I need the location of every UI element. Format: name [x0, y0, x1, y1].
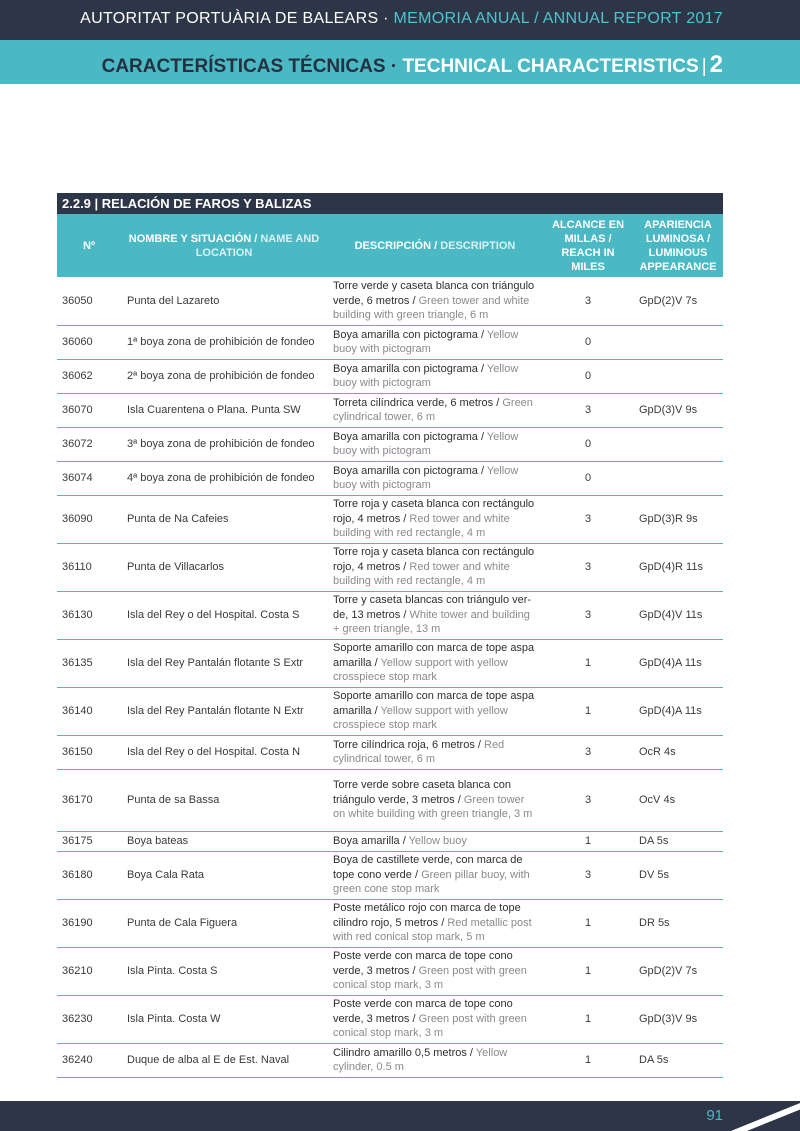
- cell-number: 36060: [57, 325, 121, 359]
- table-row: [57, 359, 723, 393]
- cell-number: 36070: [57, 393, 121, 427]
- cell-appearance: DA 5s: [633, 831, 723, 851]
- table-row: [57, 1043, 723, 1077]
- cell-number: 36180: [57, 851, 121, 899]
- cell-appearance: DA 5s: [633, 1043, 723, 1077]
- cell-name-location: Isla Cuarentena o Plana. Punta SW: [121, 393, 327, 427]
- description-es: Boya amarilla /: [333, 834, 409, 847]
- org-name: AUTORITAT PORTUÀRIA DE BALEARS: [80, 10, 379, 27]
- description-en: Yellow buoy with pictogram: [333, 464, 519, 491]
- cell-name-location: Punta de Villacarlos: [121, 543, 327, 591]
- description-es: Poste verde con marca de tope cono verde, 3 metros /: [333, 950, 513, 977]
- cell-reach: 3: [543, 495, 633, 543]
- cell-description: [327, 735, 543, 769]
- cell-description: [327, 769, 543, 831]
- description-es: Soporte amarillo con marca de tope aspa amarilla /: [333, 642, 535, 669]
- section-number: 2: [709, 51, 723, 78]
- cell-description: [327, 461, 543, 495]
- cell-appearance: [633, 325, 723, 359]
- cell-number: 36190: [57, 899, 121, 947]
- cell-name-location: Punta de sa Bassa: [121, 769, 327, 831]
- cell-name-location: Punta de Cala Figuera: [121, 899, 327, 947]
- footer-bar: [0, 1101, 800, 1131]
- cell-description: [327, 995, 543, 1043]
- description-es: Boya amarilla con pictograma /: [333, 328, 487, 341]
- cell-name-location: Isla del Rey Pantalán flotante N Extr: [121, 687, 327, 735]
- table-body: [57, 277, 723, 1077]
- cell-appearance: GpD(2)V 7s: [633, 947, 723, 995]
- cell-name-location: Boya Cala Rata: [121, 851, 327, 899]
- description-en: Yellow support with yellow crosspiece stop mark: [333, 704, 508, 732]
- cell-name-location: Isla del Rey o del Hospital. Costa S: [121, 591, 327, 639]
- cell-appearance: [633, 359, 723, 393]
- cell-number: 36210: [57, 947, 121, 995]
- table-row: [57, 639, 723, 687]
- title-dot: ·: [378, 10, 394, 27]
- table-row: [57, 947, 723, 995]
- description-es: Boya de castillete verde, con marca de tope cono verde /: [333, 854, 523, 881]
- description-es: Torre roja y caseta blanca con rectángulo rojo, 4 metros /: [333, 498, 535, 525]
- report-name-es: MEMORIA ANUAL: [393, 10, 530, 27]
- description-es: Boya amarilla con pictograma /: [333, 464, 487, 477]
- cell-reach: 1: [543, 899, 633, 947]
- cell-reach: 1: [543, 639, 633, 687]
- description-es: Cilindro amarillo 0,5 metros /: [333, 1046, 476, 1059]
- cell-description: [327, 277, 543, 325]
- cell-reach: 0: [543, 359, 633, 393]
- cell-description: [327, 427, 543, 461]
- cell-number: 36170: [57, 769, 121, 831]
- table-row: [57, 735, 723, 769]
- description-en: Yellow cylinder, 0.5 m: [333, 1046, 508, 1073]
- cell-appearance: GpD(3)V 9s: [633, 995, 723, 1043]
- header-name-en: NAME AND LOCATION: [195, 232, 320, 259]
- cell-number: 36140: [57, 687, 121, 735]
- cell-reach: 3: [543, 543, 633, 591]
- cell-number: 36230: [57, 995, 121, 1043]
- table-row: [57, 495, 723, 543]
- title-slash: /: [529, 10, 543, 27]
- cell-name-location: Isla Pinta. Costa W: [121, 995, 327, 1043]
- cell-name-location: Isla del Rey Pantalán flotante S Extr: [121, 639, 327, 687]
- description-es: Torreta cilíndrica verde, 6 metros /: [333, 396, 503, 409]
- description-en: Green post with green conical stop mark, 3 m: [333, 1012, 527, 1040]
- table-row: [57, 899, 723, 947]
- cell-number: 36074: [57, 461, 121, 495]
- cell-description: [327, 639, 543, 687]
- cell-appearance: GpD(4)V 11s: [633, 591, 723, 639]
- cell-description: [327, 325, 543, 359]
- cell-name-location: Punta de Na Cafeies: [121, 495, 327, 543]
- table-row: [57, 687, 723, 735]
- description-en: Yellow buoy with pictogram: [333, 362, 519, 389]
- table-row: [57, 591, 723, 639]
- table-row: [57, 461, 723, 495]
- table-row: [57, 769, 723, 831]
- header-name-es: NOMBRE Y SITUACIÓN /: [128, 232, 261, 245]
- description-en: White tower and building + green triangle, 13 m: [333, 608, 530, 636]
- description-en: Red cylindrical tower, 6 m: [333, 738, 505, 765]
- page-number: 91: [706, 1107, 723, 1124]
- section-title-dot: ·: [385, 56, 403, 77]
- cell-reach: 1: [543, 831, 633, 851]
- top-header-bar: [0, 0, 800, 40]
- section-title-es: CARACTERÍSTICAS TÉCNICAS: [101, 56, 386, 77]
- description-es: Boya amarilla con pictograma /: [333, 430, 487, 443]
- table-row: [57, 277, 723, 325]
- header-reach: ALCANCE EN MILLAS / REACH IN MILES: [543, 214, 633, 277]
- cell-description: [327, 1043, 543, 1077]
- cell-reach: 1: [543, 1043, 633, 1077]
- cell-reach: 1: [543, 947, 633, 995]
- description-es: Torre verde sobre caseta blanca con triángulo verde, 3 metros /: [333, 779, 511, 806]
- cell-reach: 3: [543, 735, 633, 769]
- description-en: Green tower and white building with green triangle, 6 m: [333, 294, 530, 321]
- table-row: [57, 851, 723, 899]
- footer-decorative-stripe: [727, 1099, 800, 1131]
- cell-appearance: OcV 4s: [633, 769, 723, 831]
- cell-name-location: Duque de alba al E de Est. Naval: [121, 1043, 327, 1077]
- description-en: Yellow buoy: [408, 834, 467, 847]
- table-row: [57, 995, 723, 1043]
- description-en: Yellow buoy with pictogram: [333, 328, 519, 355]
- cell-reach: 1: [543, 687, 633, 735]
- lighthouse-table-container: [57, 193, 723, 1078]
- table-row: [57, 393, 723, 427]
- header-num: Nº: [57, 214, 121, 277]
- cell-reach: 3: [543, 277, 633, 325]
- table-row: [57, 543, 723, 591]
- cell-description: [327, 687, 543, 735]
- cell-name-location: Isla del Rey o del Hospital. Costa N: [121, 735, 327, 769]
- description-en: Red tower and white building with red rectangle, 4 m: [333, 560, 510, 588]
- cell-appearance: [633, 427, 723, 461]
- cell-number: 36130: [57, 591, 121, 639]
- cell-appearance: [633, 461, 723, 495]
- cell-reach: 0: [543, 461, 633, 495]
- cell-number: 36050: [57, 277, 121, 325]
- cell-number: 36090: [57, 495, 121, 543]
- report-title: [80, 10, 723, 28]
- header-desc-es: DESCRIPCIÓN /: [354, 239, 441, 252]
- cell-appearance: GpD(3)V 9s: [633, 393, 723, 427]
- header-name: [121, 214, 327, 277]
- report-name-en: ANNUAL REPORT 2017: [542, 10, 723, 27]
- table-title: 2.2.9 | RELACIÓN DE FAROS Y BALIZAS: [57, 193, 723, 214]
- lighthouse-table: [57, 214, 723, 1078]
- cell-reach: 3: [543, 393, 633, 427]
- cell-name-location: 4ª boya zona de prohibición de fondeo: [121, 461, 327, 495]
- cell-name-location: 3ª boya zona de prohibición de fondeo: [121, 427, 327, 461]
- cell-number: 36240: [57, 1043, 121, 1077]
- description-es: Torre y caseta blancas con triángulo ver-de, 13 metros /: [333, 594, 532, 621]
- cell-number: 36135: [57, 639, 121, 687]
- description-es: Torre roja y caseta blanca con rectángulo rojo, 4 metros /: [333, 546, 535, 573]
- cell-description: [327, 899, 543, 947]
- cell-name-location: Punta del Lazareto: [121, 277, 327, 325]
- section-title-en: TECHNICAL CHARACTERISTICS: [402, 56, 699, 77]
- description-es: Soporte amarillo con marca de tope aspa amarilla /: [333, 690, 535, 717]
- section-header-bar: [0, 40, 800, 84]
- cell-appearance: OcR 4s: [633, 735, 723, 769]
- description-en: Green post with green conical stop mark, 3 m: [333, 964, 527, 992]
- cell-appearance: DV 5s: [633, 851, 723, 899]
- description-en: Green pillar buoy, with green cone stop mark: [333, 868, 530, 896]
- description-en: Red tower and white building with red rectangle, 4 m: [333, 512, 510, 540]
- description-en: Red metallic post with red conical stop mark, 5 m: [333, 916, 532, 944]
- table-row: [57, 427, 723, 461]
- description-es: Poste verde con marca de tope cono verde, 3 metros /: [333, 998, 513, 1025]
- cell-appearance: GpD(4)A 11s: [633, 639, 723, 687]
- cell-description: [327, 591, 543, 639]
- description-es: Torre cilíndrica roja, 6 metros /: [333, 738, 484, 751]
- description-en: Green tower on white building with green triangle, 3 m: [333, 793, 533, 821]
- cell-description: [327, 831, 543, 851]
- header-desc-en: DESCRIPTION: [440, 239, 516, 252]
- cell-description: [327, 947, 543, 995]
- cell-number: 36072: [57, 427, 121, 461]
- cell-description: [327, 393, 543, 427]
- table-header-row: [57, 214, 723, 277]
- cell-description: [327, 851, 543, 899]
- cell-appearance: DR 5s: [633, 899, 723, 947]
- cell-appearance: GpD(2)V 7s: [633, 277, 723, 325]
- cell-reach: 3: [543, 851, 633, 899]
- cell-reach: 0: [543, 325, 633, 359]
- cell-name-location: 2ª boya zona de prohibición de fondeo: [121, 359, 327, 393]
- section-title: [102, 51, 723, 79]
- cell-appearance: GpD(4)R 11s: [633, 543, 723, 591]
- cell-number: 36062: [57, 359, 121, 393]
- table-row: [57, 831, 723, 851]
- description-es: Boya amarilla con pictograma /: [333, 362, 487, 375]
- cell-reach: 3: [543, 769, 633, 831]
- header-appearance: APARIENCIA LUMINOSA / LUMINOUS APPEARANCE: [633, 214, 723, 277]
- section-separator: |: [701, 56, 707, 77]
- cell-appearance: GpD(3)R 9s: [633, 495, 723, 543]
- cell-description: [327, 543, 543, 591]
- cell-number: 36150: [57, 735, 121, 769]
- cell-number: 36175: [57, 831, 121, 851]
- table-row: [57, 325, 723, 359]
- header-description: [327, 214, 543, 277]
- description-en: Yellow buoy with pictogram: [333, 430, 519, 457]
- cell-description: [327, 359, 543, 393]
- description-es: Poste metálico rojo con marca de tope cilindro rojo, 5 metros /: [333, 902, 521, 929]
- description-es: Torre verde y caseta blanca con triángulo verde, 6 metros /: [333, 280, 535, 307]
- cell-name-location: Boya bateas: [121, 831, 327, 851]
- cell-appearance: GpD(4)A 11s: [633, 687, 723, 735]
- cell-name-location: 1ª boya zona de prohibición de fondeo: [121, 325, 327, 359]
- cell-reach: 3: [543, 591, 633, 639]
- description-en: Yellow support with yellow crosspiece stop mark: [333, 656, 508, 684]
- cell-number: 36110: [57, 543, 121, 591]
- description-en: Green cylindrical tower, 6 m: [333, 396, 533, 423]
- cell-reach: 0: [543, 427, 633, 461]
- cell-description: [327, 495, 543, 543]
- cell-name-location: Isla Pinta. Costa S: [121, 947, 327, 995]
- cell-reach: 1: [543, 995, 633, 1043]
